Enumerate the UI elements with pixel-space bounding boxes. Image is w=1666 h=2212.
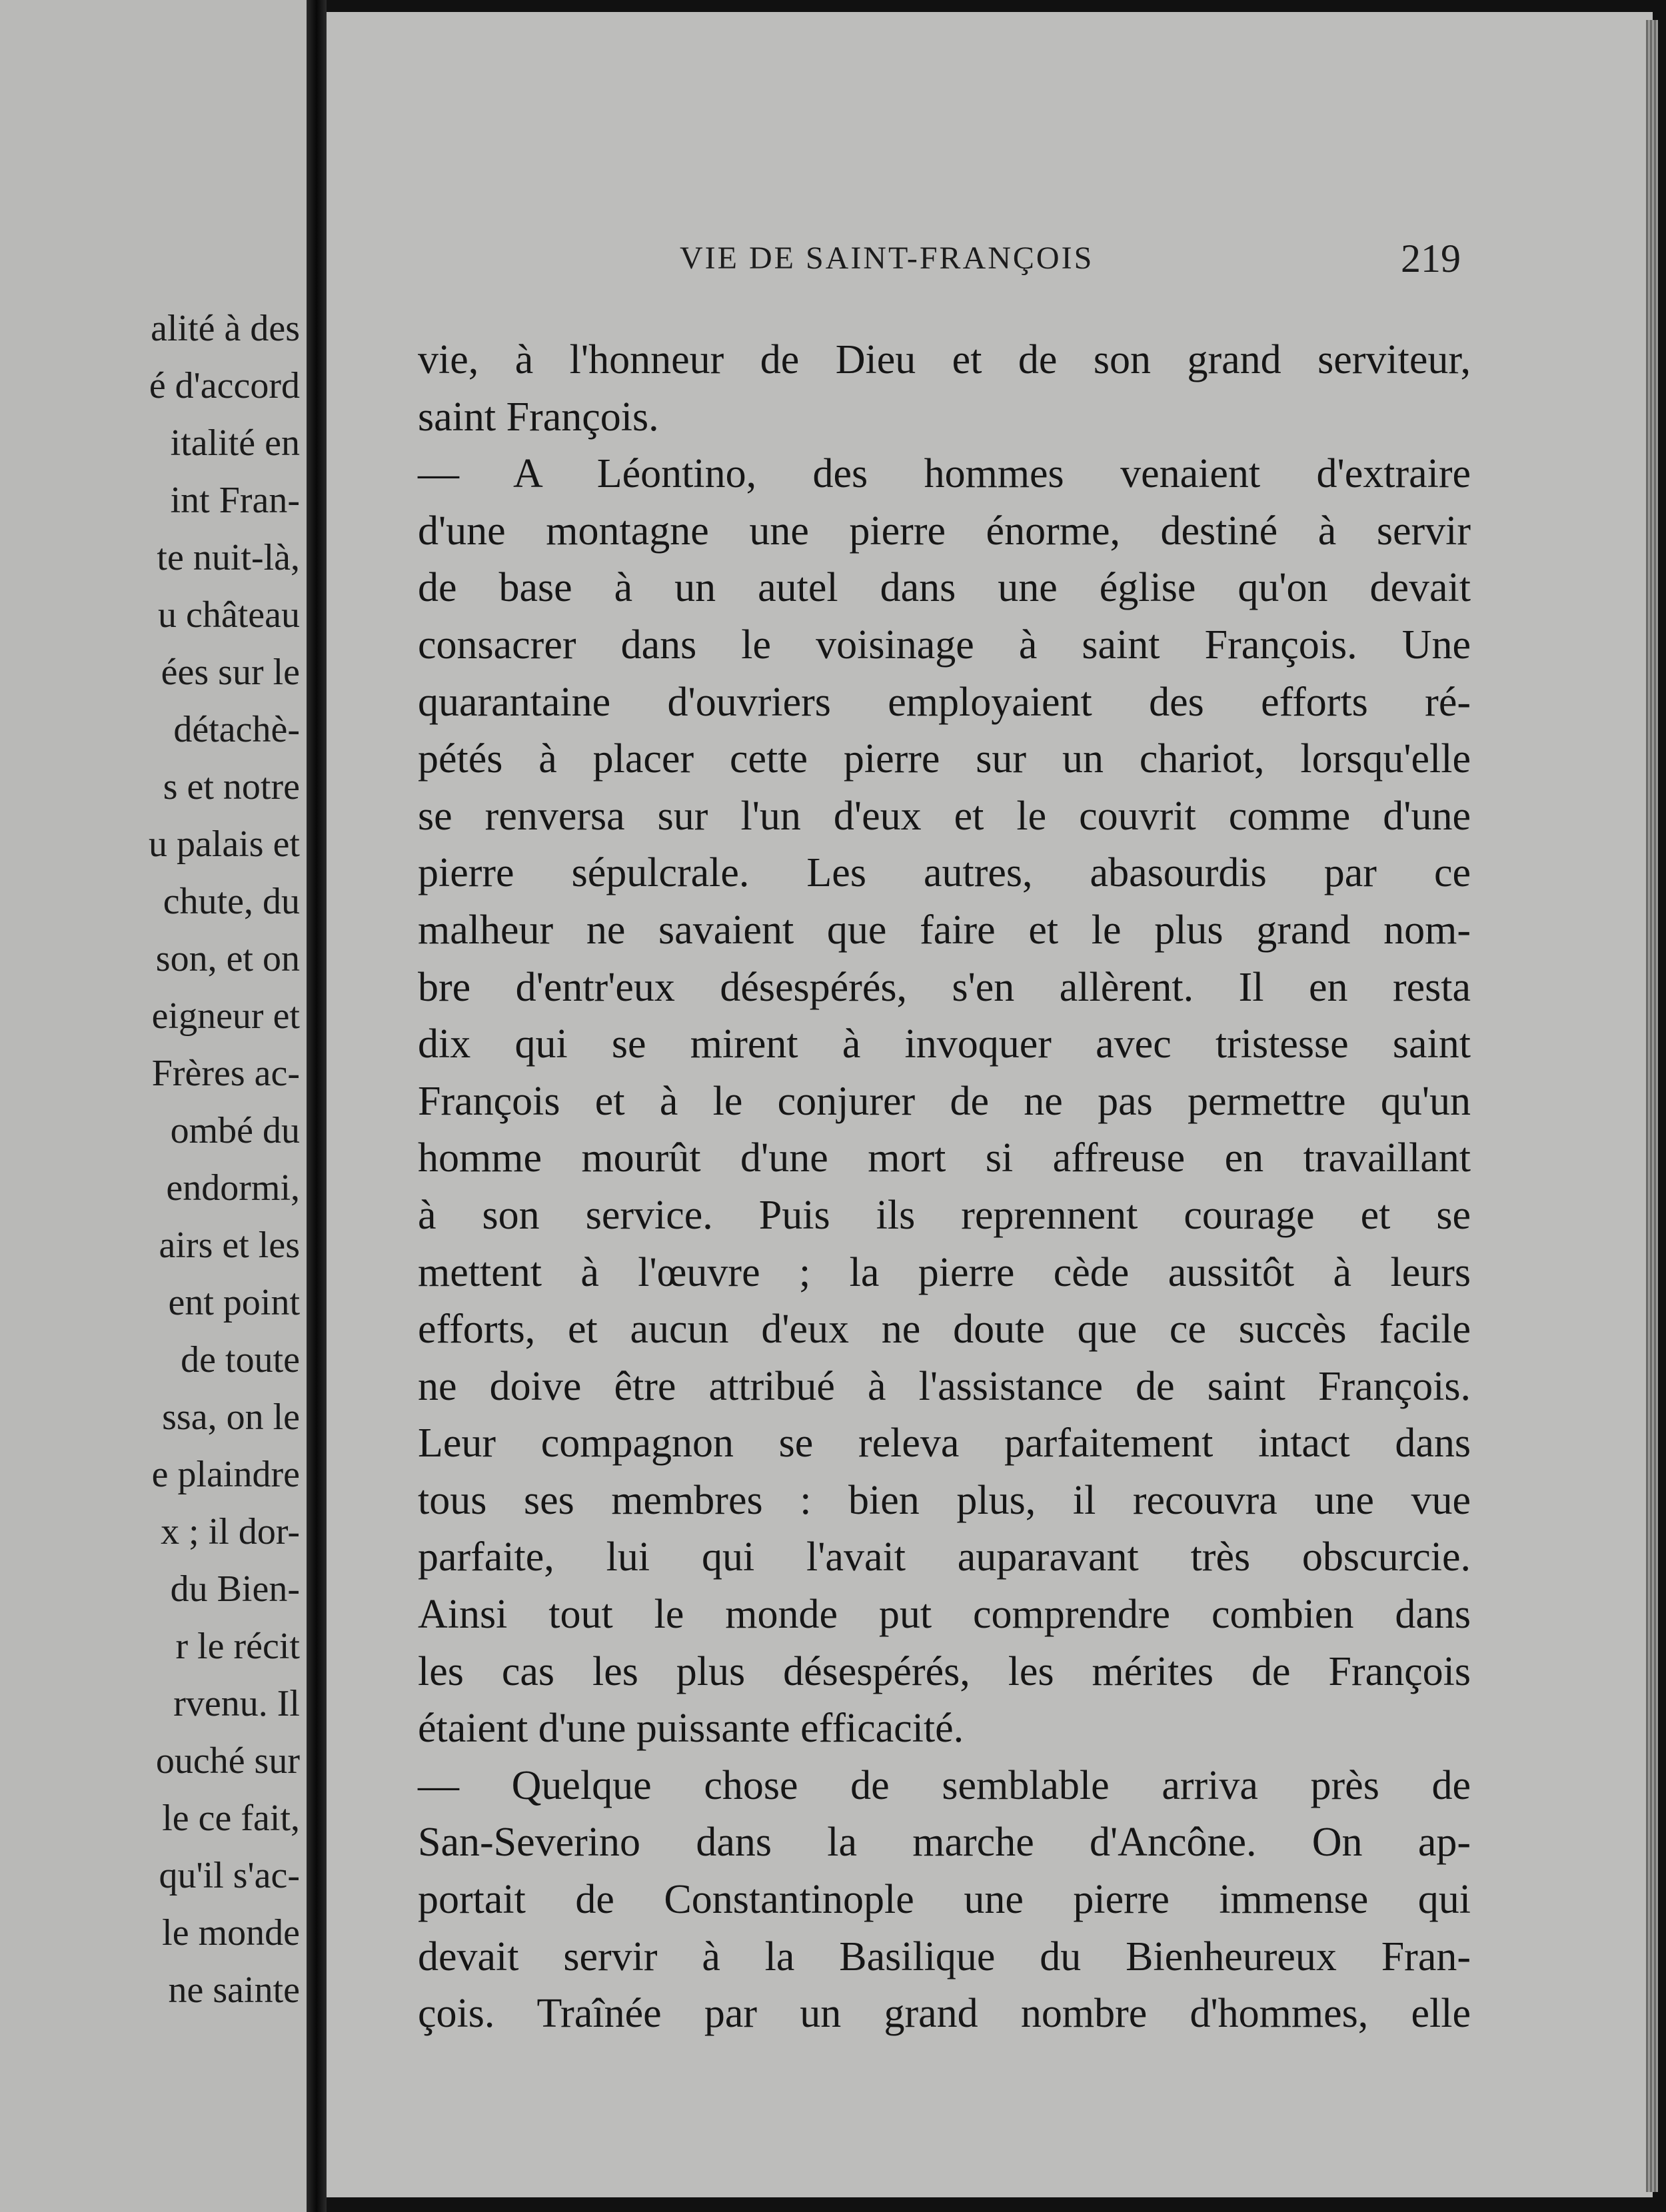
left-text-line: ne sainte — [168, 1969, 300, 2011]
text-line: étaient d'une puissante efficacité. — [418, 1706, 964, 1752]
body-text — [418, 332, 1471, 2043]
left-text-line: s et notre — [163, 766, 300, 808]
text-line: ne doive être attribué à l'assistance de saint François. — [418, 1363, 1471, 1409]
text-line: saint François. — [418, 394, 659, 440]
text-line: dix qui se mirent à invoquer avec tristesse saint — [418, 1021, 1471, 1067]
left-text-line: é d'accord — [149, 365, 300, 406]
left-text-line: e plaindre — [151, 1454, 300, 1495]
text-line: tous ses membres : bien plus, il recouvra une vue — [418, 1477, 1471, 1523]
text-line: quarantaine d'ouvriers employaient des efforts ré- — [418, 679, 1471, 725]
left-text-line: de toute — [181, 1339, 300, 1381]
left-text-line: qu'il s'ac- — [159, 1855, 300, 1896]
text-line: San-Severino dans la marche d'Ancône. On ap- — [418, 1820, 1471, 1866]
text-line: homme mourût d'une mort si affreuse en travaillant — [418, 1135, 1471, 1181]
left-text-line: x ; il dor- — [161, 1511, 300, 1552]
left-text-line: te nuit-là, — [157, 537, 300, 578]
page-number: 219 — [1401, 237, 1461, 280]
left-page-text — [0, 300, 300, 2019]
running-head — [680, 237, 1473, 293]
left-text-line: u palais et — [148, 824, 300, 865]
text-line: d'une montagne une pierre énorme, destiné à servir — [418, 508, 1471, 554]
left-text-line: du Bien- — [170, 1568, 300, 1610]
text-line: efforts, et aucun d'eux ne doute que ce succès facile — [418, 1307, 1471, 1353]
text-line: François et à le conjurer de ne pas permettre qu'un — [418, 1078, 1471, 1124]
left-text-line: int Fran- — [170, 480, 300, 521]
left-text-line: ouché sur — [155, 1740, 300, 1782]
text-line: de base à un autel dans une église qu'on devait — [418, 565, 1471, 611]
left-text-line: alité à des — [151, 308, 300, 349]
left-text-line: le monde — [162, 1912, 300, 1953]
text-line: se renversa sur l'un d'eux et le couvrit comme d'une — [418, 793, 1471, 839]
page-edge — [1646, 20, 1658, 2192]
text-line: malheur ne savaient que faire et le plus grand nom- — [418, 907, 1471, 953]
left-text-line: airs et les — [159, 1225, 300, 1266]
running-title: VIE DE SAINT-FRANÇOIS — [680, 241, 1094, 276]
text-line: bre d'entr'eux désespérés, s'en allèrent. Il en resta — [418, 964, 1471, 1010]
text-line: consacrer dans le voisinage à saint François. Une — [418, 622, 1471, 668]
left-text-line: eigneur et — [151, 995, 300, 1037]
text-line: à son service. Puis ils reprennent courage et se — [418, 1192, 1471, 1238]
left-text-line: Frères ac- — [151, 1053, 300, 1094]
left-text-line: son, et on — [155, 938, 300, 979]
book-gutter — [307, 0, 327, 2212]
left-text-line: endormi, — [166, 1167, 300, 1209]
left-text-line: ent point — [168, 1282, 300, 1323]
text-line: Leur compagnon se releva parfaitement intact dans — [418, 1420, 1471, 1466]
text-line: vie, à l'honneur de Dieu et de son grand serviteur, — [418, 337, 1471, 382]
text-line: Ainsi tout le monde put comprendre combien dans — [418, 1592, 1471, 1638]
text-line: — Quelque chose de semblable arriva près de — [418, 1762, 1471, 1808]
left-text-line: ées sur le — [161, 652, 300, 693]
text-line: — A Léontino, des hommes venaient d'extraire — [418, 451, 1471, 497]
left-text-line: u château — [158, 594, 300, 636]
text-line: parfaite, lui qui l'avait auparavant très obscurcie. — [418, 1534, 1471, 1580]
left-page — [0, 0, 307, 2212]
left-text-line: le ce fait, — [162, 1798, 300, 1839]
text-line: çois. Traînée par un grand nombre d'hommes, elle — [418, 1991, 1471, 2037]
left-text-line: r le récit — [175, 1626, 300, 1667]
left-text-line: italité en — [170, 422, 300, 464]
left-text-line: ssa, on le — [162, 1396, 300, 1438]
text-line: devait servir à la Basilique du Bienheureux Fran- — [418, 1934, 1471, 1979]
left-text-line: détachè- — [173, 709, 300, 750]
text-line: pierre sépulcrale. Les autres, abasourdis par ce — [418, 850, 1471, 896]
text-line: les cas les plus désespérés, les mérites de François — [418, 1648, 1471, 1694]
left-text-line: rvenu. Il — [173, 1683, 300, 1724]
left-text-line: ombé du — [170, 1110, 300, 1151]
text-line: pétés à placer cette pierre sur un chariot, lorsqu'elle — [418, 736, 1471, 782]
text-line: mettent à l'œuvre ; la pierre cède aussitôt à leurs — [418, 1249, 1471, 1295]
left-text-line: chute, du — [163, 881, 300, 922]
text-line: portait de Constantinople une pierre immense qui — [418, 1877, 1471, 1923]
